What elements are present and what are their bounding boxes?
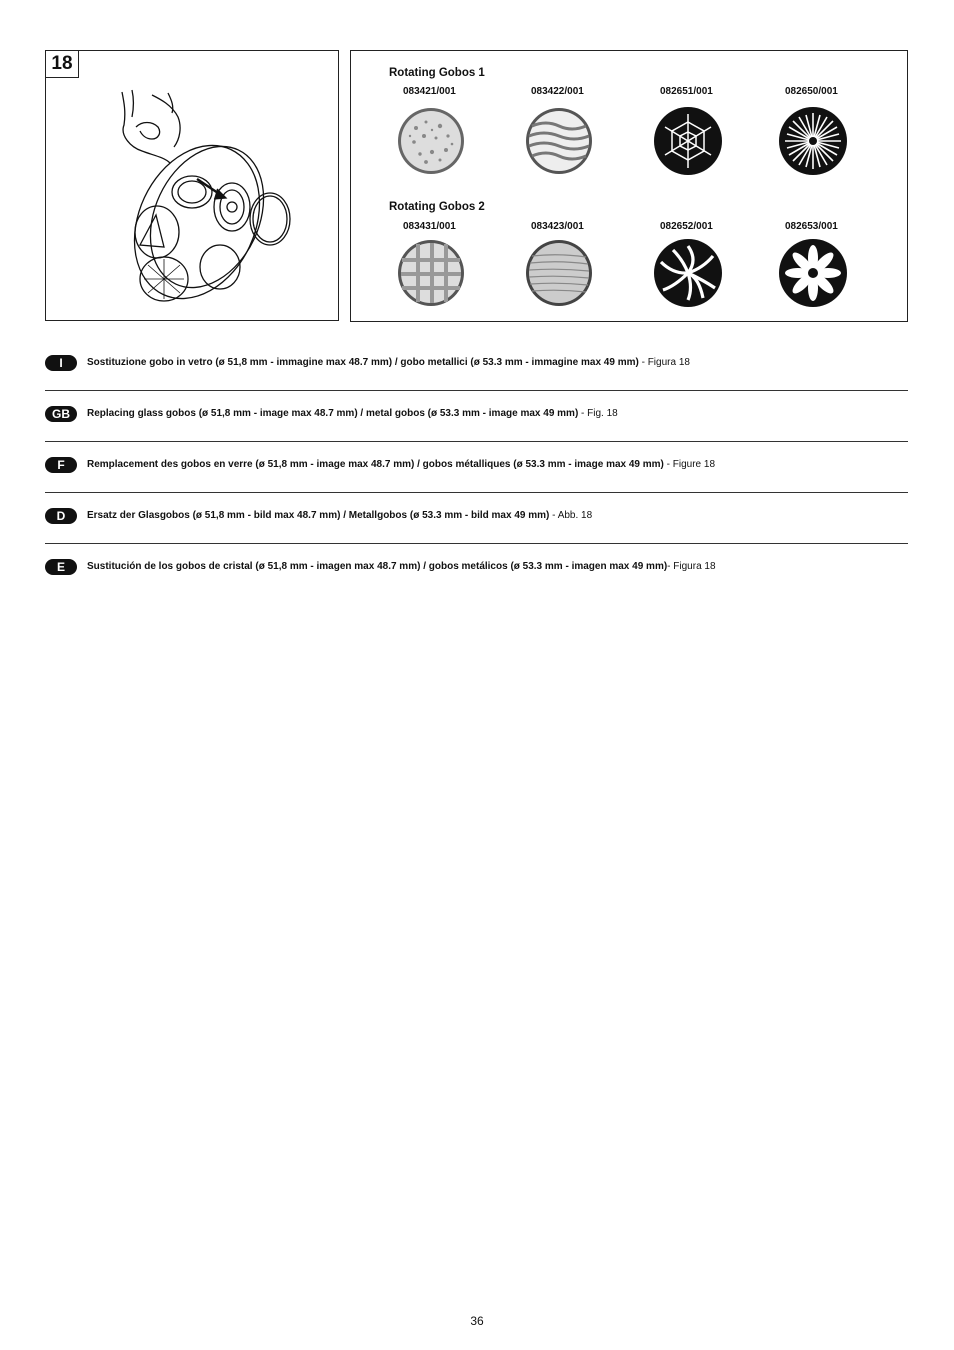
page-number: 36 <box>470 1314 484 1328</box>
instruction-text: Ersatz der Glasgobos (ø 51,8 mm - bild max 48.7 mm) / Metallgobos (ø 53.3 mm - bild max 49 mm) - Abb. 18 <box>87 510 593 521</box>
stripe-glass-gobo-icon <box>524 238 594 308</box>
gobo-code: 082650/001 <box>785 86 838 97</box>
gobo-code: 082651/001 <box>660 86 713 97</box>
group-title-rotating-gobos-2: Rotating Gobos 2 <box>389 201 485 213</box>
instruction-text: Remplacement des gobos en verre (ø 51,8 mm - image max 48.7 mm) / gobos métalliques (ø 53.3 mm - image max 49 mm) - Figure 18 <box>87 459 716 470</box>
instruction-row-de <box>45 493 908 544</box>
instruction-row-es <box>45 544 908 594</box>
group-title-rotating-gobos-1: Rotating Gobos 1 <box>389 67 485 79</box>
gobo-code: 083423/001 <box>531 221 584 232</box>
flower-metal-gobo-icon <box>778 238 848 308</box>
textured-glass-gobo-icon <box>396 106 466 176</box>
instruction-row-gb <box>45 391 908 442</box>
instruction-row-fr <box>45 442 908 493</box>
starburst-metal-gobo-icon <box>778 106 848 176</box>
spiderweb-metal-gobo-icon <box>653 106 723 176</box>
gobo-code: 083421/001 <box>403 86 456 97</box>
instruction-text: Sostituzione gobo in vetro (ø 51,8 mm - immagine max 48.7 mm) / gobo metallici (ø 53.3 mm - immagine max 49 mm) - Figura 18 <box>87 357 690 368</box>
figure-number: 18 <box>46 51 79 78</box>
gobo-code: 083422/001 <box>531 86 584 97</box>
language-badge: I <box>45 355 77 371</box>
language-badge: D <box>45 508 77 524</box>
instruction-text: Replacing glass gobos (ø 51,8 mm - image max 48.7 mm) / metal gobos (ø 53.3 mm - image max 49 mm) - Fig. 18 <box>87 408 618 419</box>
gobo-code: 082652/001 <box>660 221 713 232</box>
instruction-text: Sustitución de los gobos de cristal (ø 51,8 mm - imagen max 48.7 mm) / gobos metálicos (ø 53.3 mm - imagen max 49 mm)- Figura 18 <box>87 561 716 572</box>
gobo-code: 083431/001 <box>403 221 456 232</box>
spiral-metal-gobo-icon <box>653 238 723 308</box>
grid-glass-gobo-icon <box>396 238 466 308</box>
gobo-code: 082653/001 <box>785 221 838 232</box>
language-badge: E <box>45 559 77 575</box>
language-badge: F <box>45 457 77 473</box>
instruction-row-it <box>45 340 908 391</box>
gobo-catalog-panel <box>350 50 908 322</box>
figure-panel <box>45 50 339 321</box>
gobo-wheel-illustration <box>112 87 312 312</box>
wave-glass-gobo-icon <box>524 106 594 176</box>
language-badge: GB <box>45 406 77 422</box>
